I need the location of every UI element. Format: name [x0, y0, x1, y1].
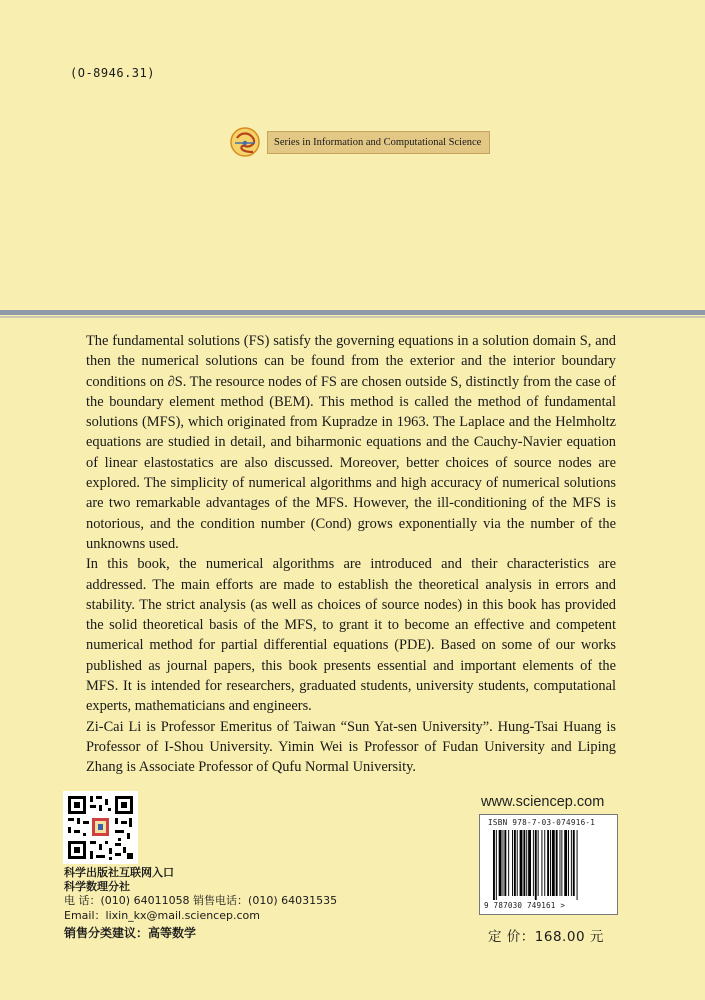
description-paragraph: In this book, the numerical algorithms are introduced and their characteristics are addressed. The main efforts are made to establish the theoretical analysis in errors and stability. The strict analysis (as well as choices of source nodes) in this book has provided the solid theoretical basis of the MFS, to grant it to become an effective and competent numerical method for partial differential equations (PDE). Based on some of our works published as journal papers, this book presents essential and important elements of the MFS. It is intended for researchers, graduated students, university students, computational experts, mathematicians and engineers.	[86, 556, 616, 715]
qr-code	[63, 791, 138, 864]
isbn-barcode-box	[479, 814, 618, 915]
barcode-bar	[571, 830, 572, 896]
sales-category: 销售分类建议：高等数学	[64, 925, 197, 940]
publisher-website: www.sciencep.com	[481, 794, 605, 810]
divider-band	[0, 310, 705, 315]
barcode-bar	[552, 830, 555, 896]
book-description	[86, 331, 616, 778]
barcode-bar	[512, 830, 513, 896]
barcode-icon	[493, 830, 605, 900]
barcode-bar	[520, 830, 523, 896]
publisher-email: Email：lixin_kx@mail.sciencep.com	[64, 908, 260, 922]
barcode-bar	[528, 830, 531, 896]
divider-line	[0, 316, 705, 318]
barcode-bar	[514, 830, 516, 896]
barcode-bar	[517, 830, 518, 896]
series-logo-icon	[229, 126, 261, 158]
barcode-bar	[535, 830, 537, 900]
isbn-label: ISBN 978-7-03-074916-1	[488, 818, 596, 827]
barcode-bar	[503, 830, 504, 896]
barcode-bar	[493, 830, 495, 900]
barcode-bar	[564, 830, 567, 896]
description-paragraph: The fundamental solutions (FS) satisfy the governing equations in a solution domain S, and then the numerical solutions can be found from the exterior and the interior boundary conditions on ∂S. The resource nodes of FS are chosen outside S, distinctly from the case of the boundary element method (BEM). This method is called the method of fundamental solutions (MFS), which originated from Kupradze in 1963. The Laplace and the Helmholtz equations are studied in detail, and biharmonic equations and the Cauchy-Navier equation of linear elastostatics are also discussed. Moreover, better choices of source nodes are explored. The simplicity of numerical algorithms and high accuracy of numerical solutions are two remarkable advantages of the MFS. However, the ill-conditioning of the MFS is notorious, and the condition number (Cond) grows exponentially via the number of the unknowns used.	[86, 333, 616, 552]
author-paragraph: Zi-Cai Li is Professor Emeritus of Taiwan “Sun Yat-sen University”. Hung-Tsai Huang is Professor of I-Shou University. Yimin Wei is Professor of Fudan University and Liping Zhang is Associate Professor of Qufu Normal University.	[86, 718, 616, 776]
barcode-bar	[560, 830, 561, 896]
barcode-bar	[568, 830, 569, 896]
series-label: Series in Information and Computational Science	[267, 131, 490, 154]
barcode-bar	[533, 830, 534, 896]
classification-code: (O-8946.31)	[70, 66, 155, 80]
barcode-bar	[577, 830, 578, 900]
barcode-bar	[526, 830, 527, 896]
barcode-bar	[504, 830, 506, 896]
publisher-branch: 科学数理分社	[64, 880, 130, 894]
barcode-digits: 9 787030 749161 >	[484, 901, 566, 910]
publisher-phone: 电 话：(010) 64011058 销售电话：(010) 64031535	[64, 894, 338, 908]
barcode-bar	[547, 830, 549, 896]
barcode-bar	[499, 830, 502, 896]
price: 定 价：168.00 元	[488, 929, 604, 945]
series-badge	[229, 127, 490, 157]
barcode-bar	[550, 830, 551, 896]
barcode-bar	[523, 830, 525, 896]
qr-code-icon	[63, 791, 138, 864]
publisher-portal: 科学出版社互联网入口	[64, 866, 174, 879]
barcode-bar	[573, 830, 575, 896]
barcode-bar	[556, 830, 558, 896]
barcode-bar	[541, 830, 542, 896]
barcode-bar	[508, 830, 509, 896]
barcode-bar	[496, 830, 497, 900]
barcode-bar	[544, 830, 545, 896]
publisher-info	[64, 866, 337, 940]
barcode-bar	[561, 830, 562, 896]
barcode-bar	[538, 830, 539, 896]
